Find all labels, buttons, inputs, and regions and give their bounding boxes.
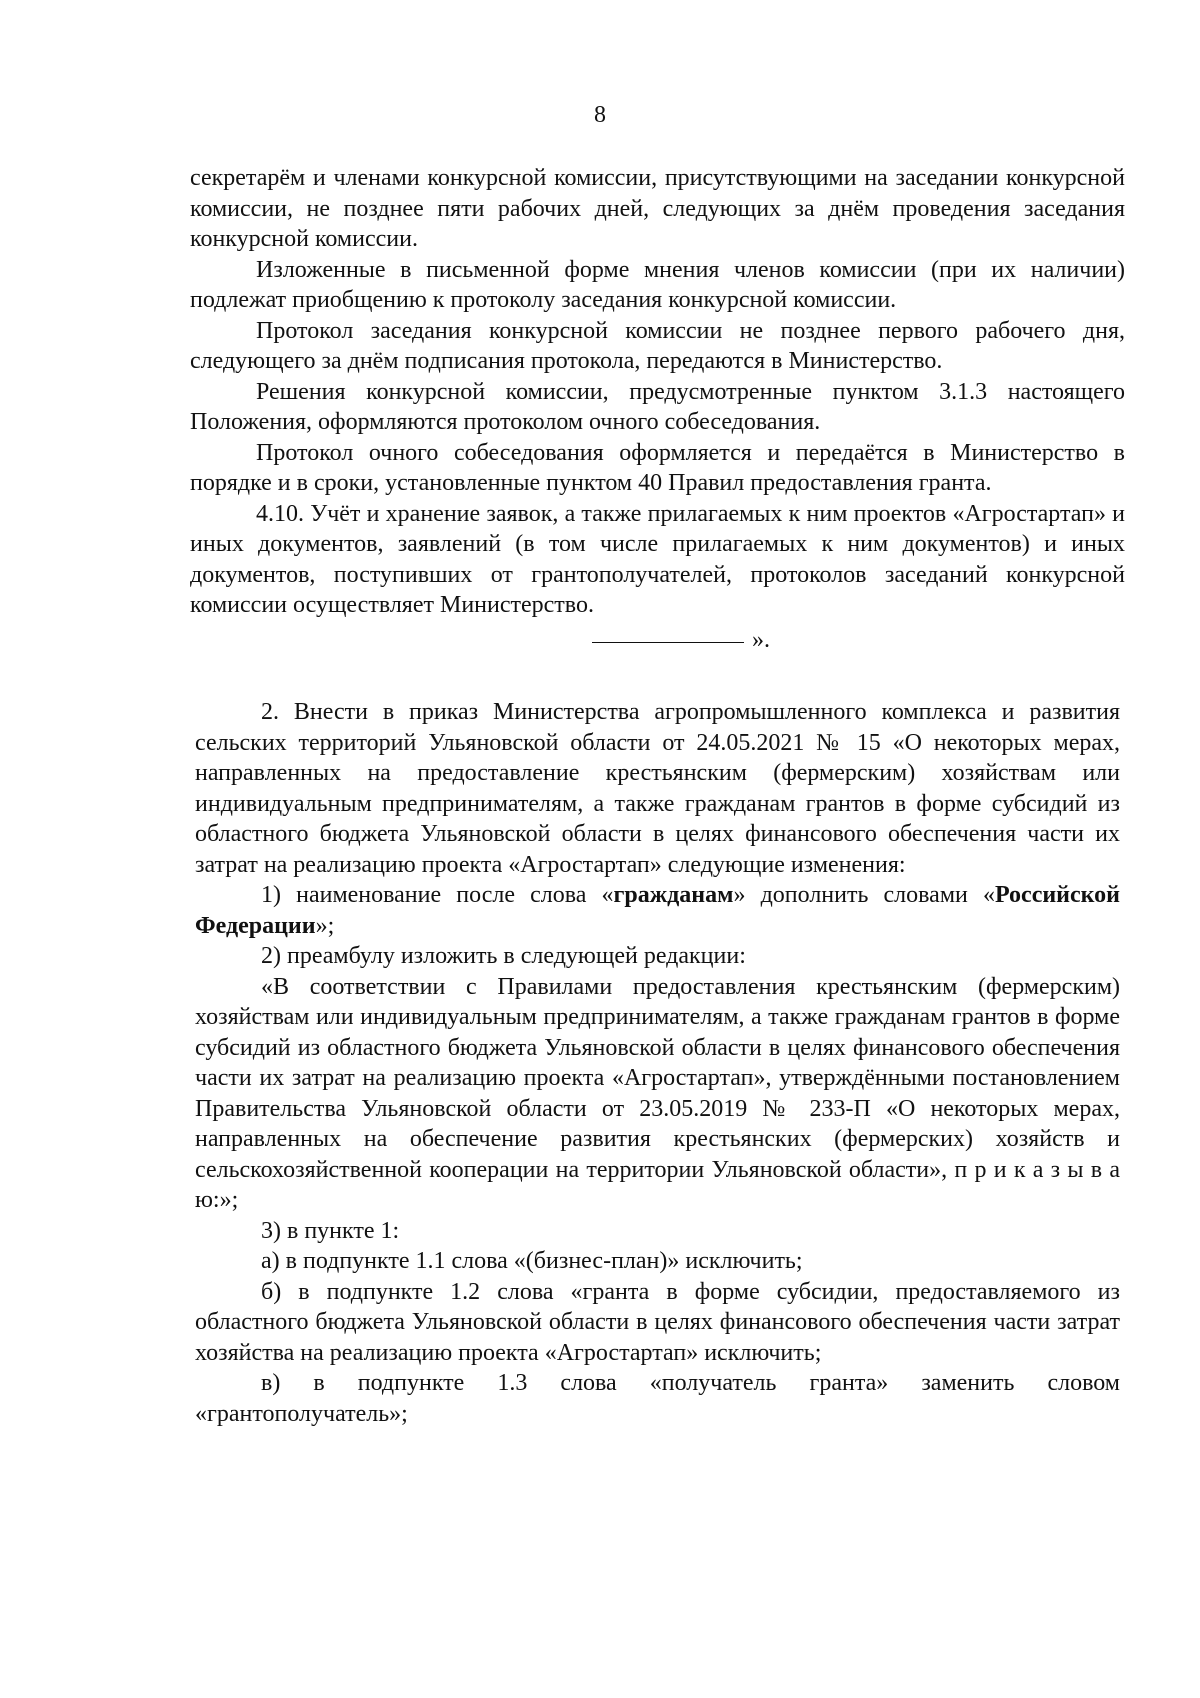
- page-number: 8: [594, 102, 606, 128]
- paragraph: Решения конкурсной комиссии, предусмотренные пунктом 3.1.3 настоящего Положения, оформляются протоколом очного собеседования.: [190, 378, 1125, 435]
- separator-rule: [592, 642, 744, 643]
- subitem-2: 2) преамбулу изложить в следующей редакции:: [261, 943, 746, 969]
- subitem-3b: б) в подпункте 1.2 слова «гранта в форме субсидии, предоставляемого из областного бюджета Ульяновской области в целях финансового обеспечения части затрат хозяйства на реализацию проекта «Агростартап» исключить;: [195, 1278, 1120, 1366]
- preamble-quote: «В соответствии с Правилами предоставления крестьянским (фермерским) хозяйствам или индивидуальным предпринимателям, а также гражданам грантов в форме субсидий из областного бюджета Ульяновской области в целях финансового обеспечения части их затрат на реализацию проекта «Агростартап», утверждёнными постановлением Правительства Ульяновской области от 23.05.2019 № 233-П «О некоторых мерах, направленных на обеспечение развития крестьянских (фермерских) хозяйств и сельскохозяйственной кооперации на территории Ульяновской области», п р и к а з ы в а ю:»;: [195, 973, 1120, 1213]
- closing-quote: ».: [752, 626, 770, 653]
- section-4-continuation: [190, 163, 1125, 665]
- subitem-1: 1) наименование после слова «гражданам» дополнить словами «Российской Федерации»;: [195, 882, 1120, 939]
- paragraph-item-2: 2. Внести в приказ Министерства агропромышленного комплекса и развития сельских территорий Ульяновской области от 24.05.2021 № 15 «О некоторых мерах, направленных на предоставление крестьянским (фермерским) хозяйствам или индивидуальным предпринимателям, а также гражданам грантов в форме субсидий из областного бюджета Ульяновской области в целях финансового обеспечения части их затрат на реализацию проекта «Агростартап» следующие изменения:: [195, 699, 1120, 878]
- quote-end-line: [190, 625, 1125, 656]
- bold-word-citizens: гражданам: [613, 882, 734, 908]
- paragraph-4-10: 4.10. Учёт и хранение заявок, а также прилагаемых к ним проектов «Агростартап» и иных документов, заявлений (в том числе прилагаемых к ним документов) и иных документов, поступивших от грантополучателей, протоколов заседаний конкурсной комиссии осуществляет Министерство.: [190, 500, 1125, 618]
- subitem-3: 3) в пункте 1:: [261, 1217, 400, 1244]
- subitem-3a: а) в подпункте 1.1 слова «(бизнес-план)» исключить;: [261, 1248, 803, 1274]
- subitem-3c: в) в подпункте 1.3 слова «получатель гранта» заменить словом «грантополучатель»;: [195, 1370, 1120, 1427]
- bold-words-russian-federation: Российской Федерации: [195, 882, 1120, 939]
- paragraph: Изложенные в письменной форме мнения членов комиссии (при их наличии) подлежат приобщению к протоколу заседания конкурсной комиссии.: [190, 256, 1125, 313]
- paragraph: Протокол очного собеседования оформляется и передаётся в Министерство в порядке и в сроки, установленные пунктом 40 Правил предоставления гранта.: [190, 439, 1125, 496]
- paragraph: секретарём и членами конкурсной комиссии, присутствующими на заседании конкурсной комиссии, не позднее пяти рабочих дней, следующих за днём проведения заседания конкурсной комиссии.: [190, 165, 1125, 252]
- paragraph: Протокол заседания конкурсной комиссии не позднее первого рабочего дня, следующего за днём подписания протокола, передаются в Министерство.: [190, 317, 1125, 374]
- item-2-block: [195, 697, 1120, 1429]
